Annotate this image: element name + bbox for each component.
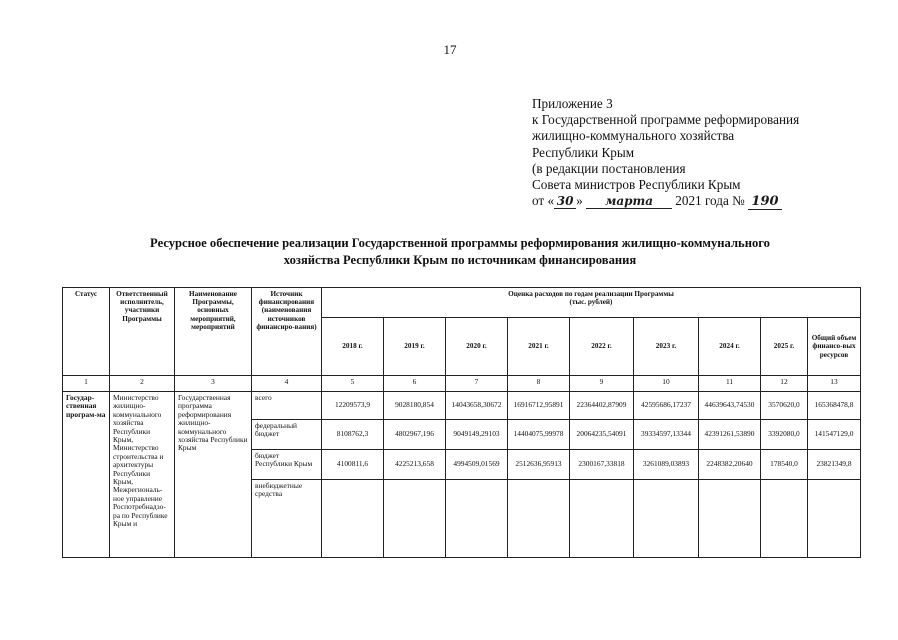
appendix-line: Приложение 3: [532, 96, 613, 111]
value-cell: 4994509,01569: [446, 450, 508, 480]
header-executor: Ответственный исполнитель, участники Программы: [110, 288, 175, 376]
header-source: Источник финансирования (наименования источников финансиро-вания): [252, 288, 322, 376]
column-number: 6: [384, 376, 446, 392]
header-year: 2022 г.: [570, 318, 634, 376]
value-cell: 39334597,13344: [634, 420, 699, 450]
source-cell: всего: [252, 392, 322, 420]
value-cell: 141547129,0: [808, 420, 861, 450]
column-number: 9: [570, 376, 634, 392]
appendix-line: (в редакции постановления: [532, 160, 686, 176]
value-cell: 8108762,3: [322, 420, 384, 450]
header-year: 2025 г.: [761, 318, 808, 376]
column-number: 8: [508, 376, 570, 392]
header-total: Общий объем финансо-вых ресурсов: [808, 318, 861, 376]
title-line-1: Ресурсное обеспечение реализации Государственной программы реформирования жилищно-коммунального: [150, 236, 770, 250]
value-cell: 9028180,854: [384, 392, 446, 420]
date-close: »: [576, 193, 583, 209]
header-row: [63, 288, 861, 318]
column-number: 11: [699, 376, 761, 392]
value-cell: 3392080,0: [761, 420, 808, 450]
value-cell: 2248382,20640: [699, 450, 761, 480]
source-cell: бюджет Республики Крым: [252, 450, 322, 480]
source-cell: внебюджетные средства: [252, 480, 322, 558]
document-title: [60, 235, 860, 269]
table-row: [63, 392, 861, 420]
column-number: 2: [110, 376, 175, 392]
column-number: 12: [761, 376, 808, 392]
column-number: 4: [252, 376, 322, 392]
value-cell: [634, 480, 699, 558]
value-cell: 44639643,74530: [699, 392, 761, 420]
value-cell: 178540,0: [761, 450, 808, 480]
value-cell: 3261089,03893: [634, 450, 699, 480]
appendix-line: Республики Крым: [532, 144, 635, 160]
column-number: 1: [63, 376, 110, 392]
appendix-line: жилищно-коммунального хозяйства: [532, 128, 735, 144]
value-cell: 4802967,196: [384, 420, 446, 450]
value-cell: 42595686,17237: [634, 392, 699, 420]
source-cell: федеральный бюджет: [252, 420, 322, 450]
header-year: 2019 г.: [384, 318, 446, 376]
value-cell: 42391261,53890: [699, 420, 761, 450]
value-cell: 4225213,658: [384, 450, 446, 480]
column-number: 3: [175, 376, 252, 392]
column-number: 13: [808, 376, 861, 392]
page-number: 17: [443, 42, 457, 57]
value-cell: [761, 480, 808, 558]
header-year: 2021 г.: [508, 318, 570, 376]
value-cell: [446, 480, 508, 558]
value-cell: 23821349,8: [808, 450, 861, 480]
value-cell: 20064235,54091: [570, 420, 634, 450]
header-year: 2018 г.: [322, 318, 384, 376]
value-cell: 14404075,99978: [508, 420, 570, 450]
appendix-block: [532, 96, 799, 210]
executor-cell: Министерство жилищно-коммунального хозяйства Республики Крым, Министерство строительства и архитектуры Республики Крым, Межрегиональ-ное управление Роспотребнадзо-ра по Республике Крым и: [110, 392, 175, 558]
value-cell: 12209573,9: [322, 392, 384, 420]
status-cell: Государ-ственная програм-ма: [63, 392, 110, 558]
value-cell: 14043658,30672: [446, 392, 508, 420]
header-year: 2023 г.: [634, 318, 699, 376]
value-cell: [322, 480, 384, 558]
header-year: 2024 г.: [699, 318, 761, 376]
handwritten-number: 190: [748, 195, 782, 210]
title-line-2: хозяйства Республики Крым по источникам финансирования: [283, 253, 637, 267]
value-cell: 22364402,87909: [570, 392, 634, 420]
date-prefix: от «: [532, 193, 555, 209]
value-cell: 2300167,33818: [570, 450, 634, 480]
value-cell: 165368478,8: [808, 392, 861, 420]
value-cell: [699, 480, 761, 558]
header-estimate-unit: (тыс. рублей): [569, 298, 613, 307]
financing-table: [62, 287, 861, 558]
value-cell: 3570620,0: [761, 392, 808, 420]
value-cell: 16916712,95891: [508, 392, 570, 420]
header-estimate: [322, 288, 861, 318]
value-cell: [384, 480, 446, 558]
column-number-row: [63, 376, 861, 392]
program-cell: Государственная программа реформирования жилищно-коммунального хозяйства Республики Крым: [175, 392, 252, 558]
date-year: 2021 года №: [675, 193, 745, 209]
handwritten-month: марта: [586, 194, 672, 209]
value-cell: [808, 480, 861, 558]
column-number: 7: [446, 376, 508, 392]
header-year: 2020 г.: [446, 318, 508, 376]
header-status: Статус: [63, 288, 110, 376]
appendix-line: к Государственной программе реформирования: [532, 112, 800, 128]
value-cell: [570, 480, 634, 558]
appendix-date-line: [532, 193, 799, 210]
header-estimate-title: Оценка расходов по годам реализации Программы: [508, 290, 674, 298]
header-program: Наименование Программы, основных мероприятий, мероприятий: [175, 288, 252, 376]
column-number: 10: [634, 376, 699, 392]
value-cell: 2512636,95913: [508, 450, 570, 480]
appendix-line: Совета министров Республики Крым: [532, 177, 741, 193]
value-cell: 4100811,6: [322, 450, 384, 480]
column-number: 5: [322, 376, 384, 392]
value-cell: 9049149,29103: [446, 420, 508, 450]
value-cell: [508, 480, 570, 558]
handwritten-day: 30: [554, 194, 576, 209]
